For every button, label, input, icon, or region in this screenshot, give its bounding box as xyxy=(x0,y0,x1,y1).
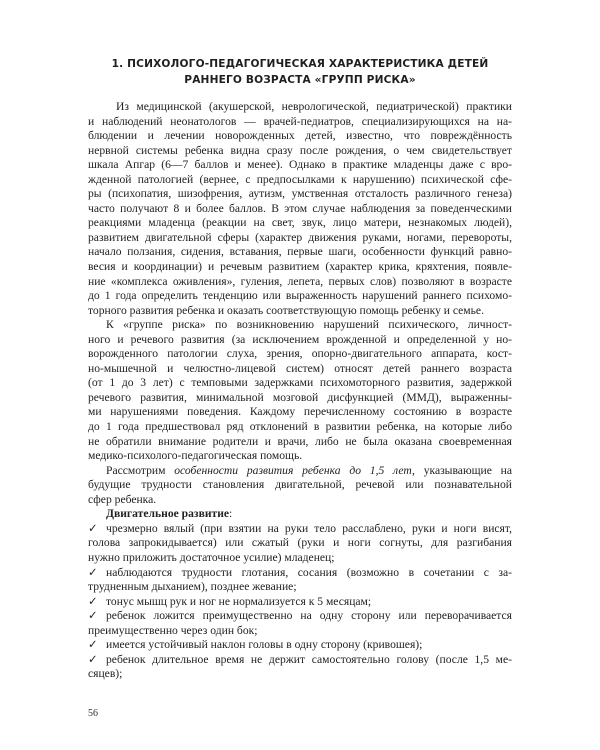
bullet-text: наблюдаются трудности глотания, сосания (возможно в сочетании с за- xyxy=(106,565,512,579)
lead-text: Рассмотрим xyxy=(106,463,175,477)
text-line xyxy=(88,522,512,537)
text-line xyxy=(88,609,512,624)
text-line: весия и координации) и речевым развитием (характер крика, кряхтения, появле- xyxy=(88,260,512,274)
emphasized-text: особенности развития ребенка до 1,5 лет, xyxy=(174,463,415,477)
text-line: ние «комплекса оживления», гуления, лепета, первых слов) позволяют в возрасте xyxy=(88,274,512,288)
text-line: трудненным дыханием), позднее жевание; xyxy=(88,580,297,594)
paragraph-risk-group xyxy=(88,318,512,463)
paragraph-medical-practice xyxy=(88,100,512,318)
text-line: до 1 года предшествовал ряд отклонений в развитии ребенка, на которые либо xyxy=(88,420,512,434)
checkmark-icon: ✓ xyxy=(88,609,98,623)
checkmark-icon: ✓ xyxy=(88,565,98,579)
text-line: начало ползания, сидения, вставания, первые шаги, особенности функций равно- xyxy=(88,245,512,259)
chapter-heading-line-2: РАННЕГО ВОЗРАСТА «ГРУПП РИСКА» xyxy=(184,74,416,86)
text-line: реакциями младенца (реакции на свет, звук, лицо матери, незнакомых людей), xyxy=(88,216,512,230)
text-line: (от 1 до 3 лет) с темповыми задержками психомоторного развития, задержкой xyxy=(88,376,512,390)
text-line: до 1 года определить тенденцию или выраженность нарушений раннего психомо- xyxy=(88,289,512,303)
text-line: медико-психолого-педагогическая помощь. xyxy=(88,449,303,463)
bullet-list xyxy=(88,522,512,682)
text-line: преимущественно через один бок; xyxy=(88,623,258,637)
text-line xyxy=(88,653,512,668)
chapter-heading xyxy=(86,56,514,88)
checkmark-icon: ✓ xyxy=(88,638,98,652)
text-line xyxy=(88,566,512,581)
text-line: шкала Апгар (6—7 баллов и менее). Однако в практике младенцы даже с вро- xyxy=(88,158,512,172)
text-line: ры (психопатия, шизофрения, аутизм, умственная отсталость различного генеза) xyxy=(88,187,512,201)
text-line: торного развития ребенка и оказать соответствующую помощь ребенку и семье. xyxy=(88,303,484,317)
text-line: К «группе риска» по возникновению нарушений психического, личност- xyxy=(106,318,512,332)
list-item xyxy=(88,595,512,610)
motor-development-heading xyxy=(88,507,512,522)
text-line: нервной системы ребенка видна сразу после рождения, о чем свидетельствует xyxy=(88,143,512,157)
text-line xyxy=(88,464,512,479)
bullet-text: ребенок длительное время не держит самостоятельно голову (после 1,5 ме- xyxy=(106,652,512,666)
text-line: развитием двигательной сферы (характер движения руками, ногами, перевороты, xyxy=(88,230,512,244)
bullet-text: ребенок ложится преимущественно на одну сторону или переворачивается xyxy=(106,609,512,623)
text-line: но-мышечной и челюстно-лицевой систем) относят детей раннего возраста xyxy=(88,361,512,375)
tail-text: указывающие на xyxy=(414,463,513,477)
text-line: ми нарушениями поведения. Каждому перечисленному состоянию в возрасте xyxy=(88,405,512,419)
text-line: нужно приложить достаточное усилие) младенец; xyxy=(88,550,335,564)
text-line: речевого развития, минимальной мозговой дисфункцией (ММД), выраженны- xyxy=(88,390,512,404)
checkmark-icon: ✓ xyxy=(88,652,98,666)
motor-development-title: Двигательное развитие xyxy=(106,507,230,521)
text-line xyxy=(88,638,512,653)
checkmark-icon: ✓ xyxy=(88,521,98,535)
text-line: жденной патологией (вернее, с предпосылками к нарушению) психической сфе- xyxy=(88,172,512,186)
text-line: Из медицинской (акушерской, неврологической, педиатрической) практики xyxy=(116,100,512,113)
text-line: часто получают 8 и более баллов. В этом случае наблюдения за поведенческими xyxy=(88,201,512,215)
body-text xyxy=(88,100,512,682)
text-line: сфер ребенка. xyxy=(88,492,157,506)
text-line xyxy=(88,595,512,610)
bullet-text: тонус мышц рук и ног не нормализуется к 5 месяцам; xyxy=(106,594,372,608)
text-line: не обратили внимание родители и врачи, либо не была оказана своевременная xyxy=(88,434,512,448)
list-item xyxy=(88,653,512,682)
text-line: и наблюдений неонатологов — врачей-педиатров, специализирующихся на на- xyxy=(88,114,512,128)
text-line: голова запрокидывается) или сжатый (руки и ноги согнуты, для разгибания xyxy=(88,536,512,550)
checkmark-icon: ✓ xyxy=(88,594,98,608)
text-line: блюдении и лечении новорожденных детей, известно, что повреждённость xyxy=(88,129,512,143)
page-number: 56 xyxy=(88,708,98,719)
bullet-text: имеется устойчивый наклон головы в одну сторону (кривошея); xyxy=(106,638,423,652)
list-item xyxy=(88,638,512,653)
list-item xyxy=(88,566,512,595)
chapter-heading-line-1: 1. ПСИХОЛОГО-ПЕДАГОГИЧЕСКАЯ ХАРАКТЕРИСТИКА ДЕТЕЙ xyxy=(111,58,489,70)
list-item xyxy=(88,522,512,566)
paragraph-development-features xyxy=(88,464,512,508)
motor-development-colon: : xyxy=(229,507,233,521)
text-line: сяцев); xyxy=(88,667,123,681)
bullet-text: чрезмерно вялый (при взятии на руки тело расслаблено, руки и ноги висят, xyxy=(106,521,512,535)
text-line: ного и речевого развития (за исключением врожденной и определенной у но- xyxy=(88,332,512,346)
list-item xyxy=(88,609,512,638)
text-line: будущие трудности становления двигательной, речевой или познавательной xyxy=(88,478,512,492)
text-line: ворожденного патологии слуха, зрения, опорно-двигательного аппарата, кост- xyxy=(88,347,512,361)
